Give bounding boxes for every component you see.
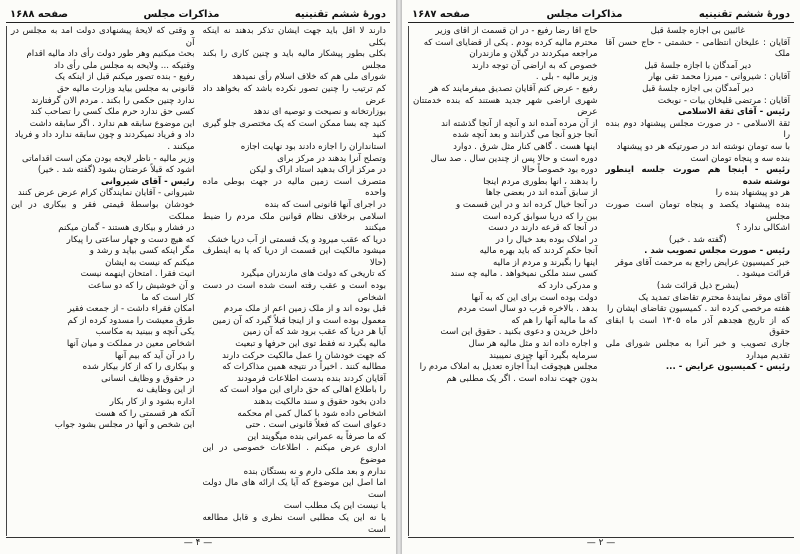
- text-line: آقایان : علیخان انتظامی - حشمتی - حاج حسن آقا ملک: [605, 37, 790, 60]
- right-session-label: دورهٔ ششم تقنینیه: [698, 8, 790, 20]
- text-line: رفیع - عرض کنم آقایان تصدیق میفرمایند که هر: [429, 83, 598, 94]
- text-line: یا نیست این یک مطلب است: [283, 501, 386, 512]
- text-line: در آنجا که قرعه دارند در دست: [488, 223, 598, 234]
- text-line: داد و فریاد نمیکردند و چون سابقه ندارد داد و فریاد: [14, 130, 195, 141]
- left-title: مذاکرات مجلس: [143, 8, 220, 20]
- text-line: اشخاص معین در مملکت و میان آنها: [66, 339, 195, 350]
- text-line: از این وظایف نه: [136, 385, 195, 396]
- text-line: آنکه هر قسمتی را که هست: [95, 408, 195, 419]
- text-line: و آن خوشیش را که دو ساعت: [88, 281, 195, 292]
- text-line: کسی سند ملکی نمیخواهد . مالیه چه سند: [450, 269, 598, 280]
- text-line: مطالبه کنند . اخیراً در نتیجه همین مذاکرات که: [222, 362, 386, 373]
- text-line: اسلامی برخلاف نظام قوانین ملک مردم را ضبط میکنند: [202, 211, 386, 234]
- text-line: هفته مرخصی کرده اند . کمیسیون تقاضای ایشان را: [607, 304, 790, 315]
- text-line: بین را که دریا سوابق کرده است: [482, 211, 598, 222]
- left-page-number: صفحه ۱۶۸۸: [10, 8, 69, 20]
- left-session-label: دورهٔ ششم تقنینیه: [294, 8, 386, 20]
- text-line: غائبین بی اجازه جلسهٔ قبل: [650, 26, 745, 36]
- text-line: خصوص که به اراضی آن توجه دارند: [471, 60, 598, 71]
- text-line: که ما مالیه آنها را هم که: [511, 315, 598, 326]
- text-line: رئیس - اینجا هم صورت جلسه اینطور نوشته شده: [605, 165, 790, 187]
- text-line: رئیس - صورت مجلس تصویب شد .: [644, 246, 790, 257]
- text-line: که ما صرفاً به عمرانی بنده میگویند این: [247, 431, 386, 442]
- text-line: یکی آنچه و ببینید به مکاسب: [95, 327, 195, 338]
- text-line: کار است که ما: [141, 292, 195, 303]
- left-page: [0, 0, 396, 554]
- right-columns: [408, 26, 794, 536]
- text-line: رفیع - بنده تصور میکنم قبل از اینکه یک: [54, 72, 195, 83]
- text-line: جاری تصویب و خبر آنرا به مجلس شورای ملی تقدیم میدارد: [605, 339, 790, 361]
- text-line: دوره بود خصوصاً حالا: [522, 165, 598, 176]
- text-line: آیا هر دریا که عقب برود شد که آن زمین: [243, 327, 386, 338]
- text-line: محترم مالیه کرده بودم . یکی از قضایای است که: [423, 37, 598, 48]
- text-line: و مدرکی دارد که: [537, 281, 598, 292]
- text-line: بدون جهت نداده است . اگر یک مطلبی هم: [446, 373, 598, 384]
- text-line: اینها هست . گاهی کنار مثل شرق . دوارد: [453, 141, 598, 152]
- text-line: در آنجا خیال کرده اند و در این قسمت و: [455, 199, 598, 210]
- text-line: اشکالی ندارد ؟: [735, 223, 790, 234]
- text-line: آقایان کردند بنده بدست اطلاعات فرمودند: [236, 373, 386, 384]
- text-line: رئیس - آقای شیروانی: [100, 176, 195, 187]
- text-line: در حقوق و وظایف انسانی: [101, 373, 195, 384]
- text-line: این موضوع سابقه هم ندارد . اگر سابقه داشت: [29, 118, 195, 129]
- right-title: مذاکرات مجلس: [546, 8, 623, 20]
- text-line: دادن بخود حقوق و سند مالکیت بدهند: [253, 397, 386, 407]
- text-line: ثقة الاسلامی - در صورت مجلس پیشنهاد دوم بنده را: [605, 118, 790, 141]
- text-line: اداره بشود و از کار بکار: [109, 397, 195, 407]
- right-page-header: [408, 6, 794, 23]
- text-line: خودشان بواسطهٔ قیمتی فقر و بیکاری در این مملکت: [11, 199, 195, 222]
- text-line: این شخص و آنها در مجلس بشود جواب: [54, 420, 195, 431]
- text-line: خبر کمیسیون عرایض راجع به مرحمت آقای موقر: [615, 257, 790, 268]
- right-page-footer: [408, 537, 794, 550]
- left-page-header: [6, 6, 390, 23]
- text-line: را باطلاع اهالی که حق دارای این مواد است که: [219, 385, 386, 396]
- text-line: اما اصل این موضوع که آیا یک ارائه های مال دولت است: [202, 478, 386, 500]
- text-line: اینها را بگیرند و مردم از مالیه: [493, 257, 598, 268]
- text-line: دعوای است که فعلاً قانونی است . حتی: [245, 420, 386, 431]
- right-footer-number: — ۲ —: [586, 538, 616, 548]
- text-line: مجلس هیچوقت ابداً اجازه تعدیل به املاک مردم را: [419, 362, 598, 373]
- text-line: میکنند .: [167, 141, 195, 152]
- text-line: (گفته شد . خیر): [668, 234, 727, 245]
- text-line: در فشار و بیکاری هستند - گمان میکنم: [58, 223, 195, 234]
- text-line: طرق معیشت را مسدود کرده از کم: [67, 315, 195, 326]
- text-line: از سابق آمده اند در بعضی جاها: [485, 188, 598, 199]
- right-page-number: صفحه ۱۶۸۷: [412, 8, 471, 20]
- text-line: آنجا حکم کردند که باید بهره مالیه: [479, 246, 598, 257]
- right-page: [402, 0, 800, 554]
- left-footer-number: — ۴ —: [183, 538, 213, 548]
- text-line: در اجرای آنها قانونی است که بنده: [264, 199, 386, 210]
- text-line: دیر آمدگان بی اجازه جلسهٔ قبل: [642, 83, 754, 94]
- text-line: آنجا جزو آنجا می گذرانند و بعد آنچه شده: [452, 130, 598, 141]
- text-line: آقای موقر نمایندهٔ محترم تقاضای تمدید یک: [638, 292, 790, 303]
- text-line: و وقتی که لایحهٔ پیشنهادی دولت آمد به مجلس در آن: [11, 26, 195, 48]
- text-line: بوزارتخانه و نصیحت و توصیه ای ندهد: [253, 107, 386, 118]
- text-line: انیت فقرا . امتحان اینهمه نیست: [80, 269, 195, 280]
- text-line: مگر اینکه کسی بیاید و رشد و: [89, 246, 195, 257]
- text-line: که هیچ دست و جهار ساعتی را پیکار: [66, 234, 195, 245]
- text-line: دولت بوده است برای این که به آنها: [471, 292, 598, 303]
- text-line: قرائت میشود .: [736, 269, 790, 280]
- text-line: دارند لا اقل باید جهت ایشان تذکر بدهند نه اینکه بکلی: [202, 26, 386, 48]
- text-line: را در آن آید که بیم آنها: [114, 350, 195, 361]
- text-line: میکنم که نیست به ایشان: [105, 257, 195, 268]
- text-line: که از تاریخ هجدهم آذر ماه ۱۳۰۵ است با ابقای حقوق: [605, 315, 790, 338]
- text-line: وزیر مالیه - ناظر لایحه بودن مکن است اقداماتی: [21, 153, 195, 164]
- text-line: شهری اراضی شهر جدید هستند که بنده خدمتتان عرض: [413, 95, 598, 118]
- text-line: کنید چه بسا ممکن است که یک مختصری جلو گیری کنید: [202, 118, 386, 141]
- text-line: اداری عرض میکنم . اطلاعات خصوصی در این موضوع: [202, 443, 386, 465]
- text-line: کسی حق ندارد حرم ملک کسی را تصاحب کند: [30, 107, 195, 118]
- text-line: اشود که قبلاً عرضتان بشود (گفته شد . خیر): [37, 165, 195, 176]
- text-line: استانداران را اجازه دادند بود نهایت اجازه: [240, 141, 386, 152]
- text-line: بنده سه و پنجاه تومان است: [690, 153, 790, 164]
- text-line: در مرکز اراک بدهید استاد اراک و لیکن: [249, 165, 386, 176]
- text-line: دوره است و حالا پس از چندین سال . صد سال: [430, 153, 598, 164]
- text-line: در املاک بوده بعد خیال را در: [495, 234, 598, 245]
- text-line: که تاریخی که دولت های مازندران میگیرد: [240, 269, 386, 280]
- text-line: دریا که عقب میرود و یک قسمتی از آب دریا خشک: [207, 234, 386, 245]
- text-line: وتصلح آنرا بدهند در مرکز برای: [277, 153, 386, 164]
- text-line: بنده پیشنهاد یکصد و پنجاه تومان است صورت مجلس: [605, 199, 790, 222]
- text-line: که جهت خودشان را عمل مالکیت حرکت دارند: [222, 350, 386, 361]
- text-line: بکلی بطور پیشکار مالیه باید و چنین کاری را بکند مجلس: [202, 49, 386, 71]
- text-line: رئیس - کمیسیون عرایض - ...: [665, 362, 790, 373]
- text-line: میشود مالکیت این قسمت از دریا که یا به اینطرف (حالا: [202, 246, 386, 268]
- text-line: شورای ملی هم که خلاف اسلام رأی نمیدهد: [232, 72, 386, 83]
- text-line: ندارد چنین حکمی را بکند . مردم الان گرفتارند: [31, 95, 195, 106]
- text-line: مالیه بگیرد نه فقط توی این حرفها و تبعیت: [235, 339, 386, 350]
- text-line: یا نه این یک مطلبی است نظری و قابل مطالعه است: [202, 512, 386, 535]
- text-line: وقتیکه ... ولایحه به مجلس ملی رأی داد: [53, 60, 195, 71]
- text-line: و بیکاری را که از کار بیکار شده: [82, 362, 195, 373]
- text-line: و اجاره داده اند و مثل مالیه هر سال: [468, 339, 598, 350]
- text-line: مراجعه میکردند در گیلان و مازندران: [469, 49, 598, 60]
- text-line: رئیس - آقای ثقة الاسلامی: [678, 107, 790, 118]
- text-line: داخل خریدن و دعوی بکنید . حقوق این است: [440, 327, 598, 338]
- text-line: از آن مرده آمده اند و آنچه از آنجا گذشته اند: [441, 118, 598, 129]
- left-col-right: [199, 26, 391, 536]
- text-line: (بشرح ذیل قرائت شد): [656, 281, 739, 292]
- text-line: شیروانی - آقایان نمایندگان کرام عرض عرض کنند: [17, 188, 195, 199]
- text-line: آقایان : مرتضی قلیخان بیات - نوبخت: [657, 95, 790, 106]
- left-page-footer: [6, 537, 390, 550]
- left-columns: [6, 26, 390, 536]
- text-line: امکان فقراء داشت - از جمعت فقیر: [67, 304, 195, 315]
- text-line: حاج آقا رضا رفیع - در آن قسمت از آقای وزیر: [435, 26, 598, 36]
- text-line: بحث میکنیم وهر طور دولت رأی داد مالیه اقدام: [26, 49, 195, 60]
- text-line: سرمایه بگیرد آنها چیزی نمیبیند: [489, 350, 598, 361]
- text-line: را بدهند ، انها بطوری مردم اینجا: [483, 176, 598, 187]
- text-line: بوده است و عقب رفته است شده است در دست اشخاص: [202, 281, 386, 303]
- text-line: متصرف است زمین مالیه در جهت بوطی ماده واحده: [202, 176, 386, 199]
- text-line: هر دو پیشنهاد بنده را: [715, 188, 790, 199]
- right-col-right: [602, 26, 795, 536]
- text-line: آقایان : شیروانی - میرزا محمد تقی بهار: [648, 72, 790, 83]
- text-line: ندارم و بعد ملکی دارم و نه بستگان بنده: [243, 466, 386, 477]
- text-line: معمول بوده است و از اینجا قبلاً گیرد که آن زمین: [212, 315, 386, 326]
- text-line: با سه تومان نوشته اند در صورتیکه هر دو پیشنهاد: [616, 141, 790, 152]
- text-line: دیر آمدگان با اجازه جلسهٔ قبل: [644, 60, 752, 71]
- text-line: قانونی به مجلس بیاید وزارت مالیه حق: [57, 83, 195, 94]
- text-line: اشخاص داده شود با کمال کمی ام محکمه: [237, 408, 386, 419]
- text-line: کم ترتیب را چنین تصور نکرده باشد که بخواهد داد عرض: [202, 83, 386, 106]
- left-col-left: [6, 26, 199, 536]
- text-line: وزیر مالیه - بلی .: [535, 72, 598, 83]
- text-line: قبل بوده اند و از ملک زمین اعم از ملک مردم: [223, 304, 386, 315]
- text-line: بدهد . بالاخره قرب دو سال است مردم: [457, 304, 598, 315]
- right-col-left: [408, 26, 602, 536]
